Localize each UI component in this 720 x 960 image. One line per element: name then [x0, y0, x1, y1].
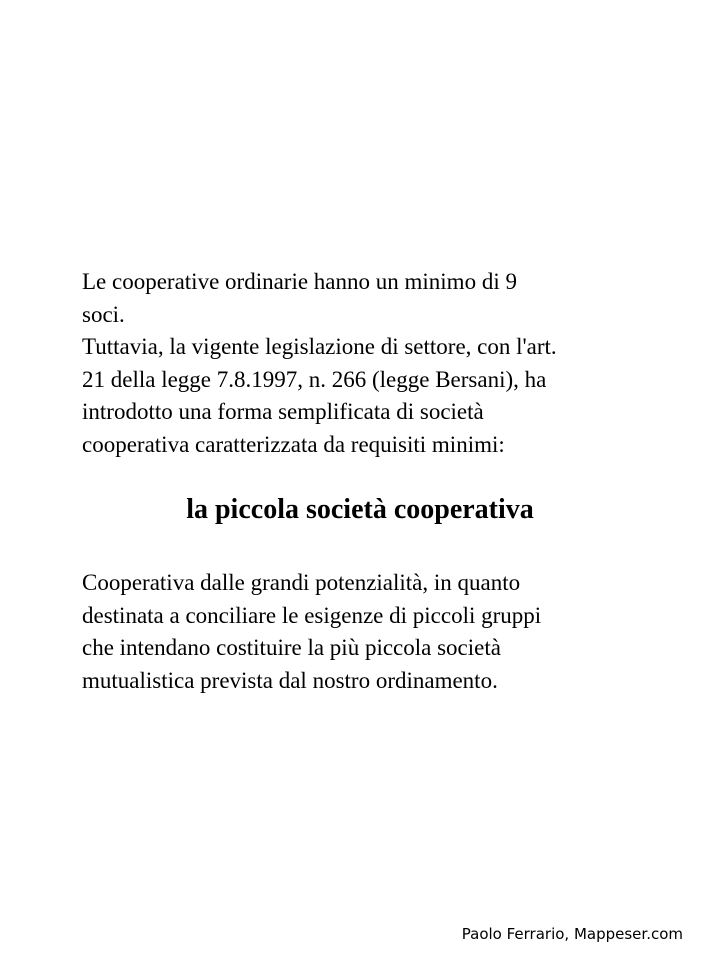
description-line: Cooperativa dalle grandi potenzialità, in quanto	[82, 570, 521, 595]
intro-line: 21 della legge 7.8.1997, n. 266 (legge Bersani), ha	[82, 366, 547, 392]
intro-line: cooperativa caratterizzata da requisiti minimi:	[82, 431, 505, 457]
footer-credit: Paolo Ferrario, Mappeser.com	[461, 925, 683, 943]
description-line: mutualistica prevista dal nostro ordinamento.	[82, 667, 498, 693]
intro-paragraph	[82, 266, 682, 461]
section-heading: la piccola società cooperativa	[186, 494, 534, 525]
description-line: che intendano costituire la più piccola società	[82, 635, 501, 660]
intro-line: soci.	[82, 301, 125, 327]
intro-line: introdotto una forma semplificata di società	[82, 399, 484, 424]
intro-line: Le cooperative ordinarie hanno un minimo di 9	[82, 269, 517, 294]
description-paragraph	[82, 567, 682, 697]
description-line: destinata a conciliare le esigenze di piccoli gruppi	[82, 602, 542, 628]
intro-line: Tuttavia, la vigente legislazione di settore, con l'art.	[82, 334, 557, 359]
